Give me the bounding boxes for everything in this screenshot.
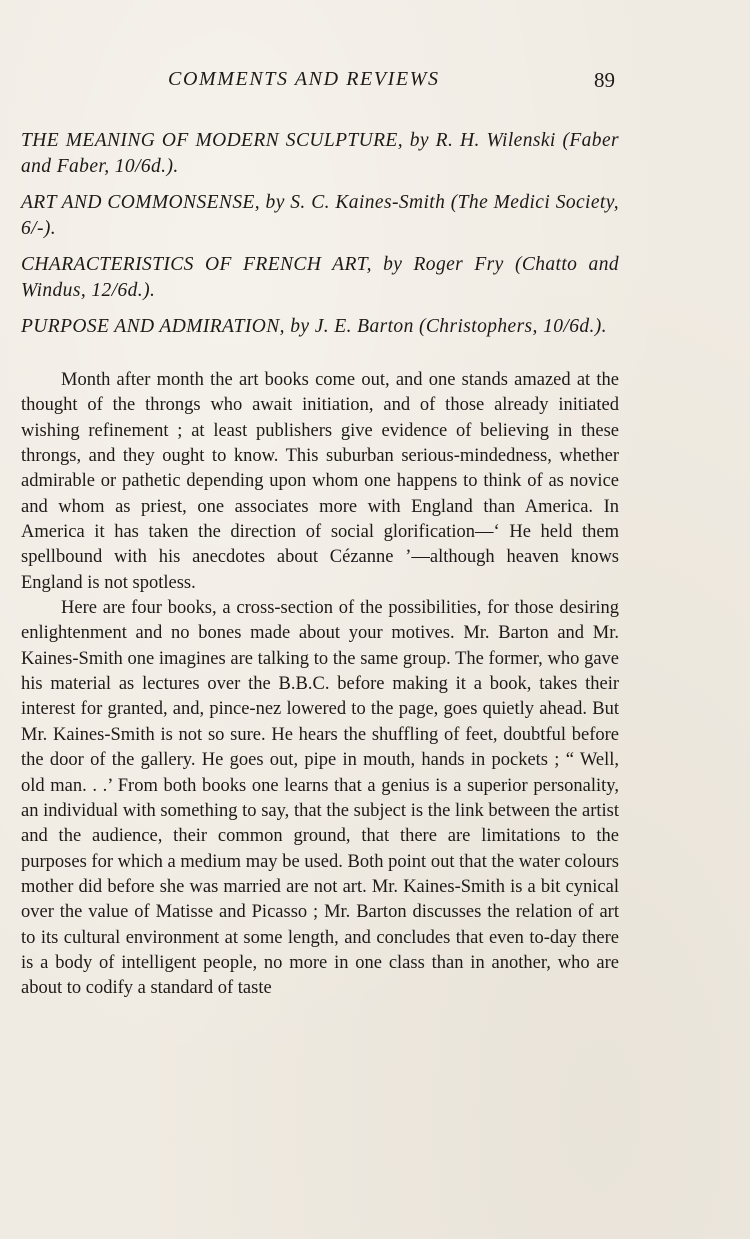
paragraph-1: Month after month the art books come out, and one stands amazed at the thought of the throngs who await initiation, and of those already initiated wishing refinement ; at least publishers give evidence of believing in these throngs, and they ought to know. This suburban serious-mindedness, whether admirable or pathetic depending upon whom one happens to think of as novice and whom as priest, one associates more with England than America. In America it has taken the direction of social glorification—‘ He held them spellbound with his anecdotes about Cézanne ’—although heaven knows England is not spotless. [21, 370, 619, 593]
citation-kaines-smith: ART AND COMMONSENSE, by S. C. Kaines-Smith (The Medici Society, 6/-). [21, 192, 619, 239]
paragraph-2: Here are four books, a cross-section of the possibilities, for those desiring enlightenment and no bones made about your motives. Mr. Barton and Mr. Kaines-Smith one imagines are talking to the same group. The former, who gave his material as lectures over the B.B.C. before making it a book, takes their interest for granted, and, pince-nez lowered to the page, goes quietly ahead. But Mr. Kaines-Smith is not so sure. He hears the shuffling of feet, doubtful before the door of the gallery. He goes out, pipe in mouth, hands in pockets ; “ Well, old man. . .’ From both books one learns that a genius is a superior personality, an individual with something to say, that the subject is the link between the artist and the audience, their common ground, that there are limitations to the purposes for which a medium may be used. Both point out that the water colours mother did before she was married are not art. Mr. Kaines-Smith is a bit cynical over the value of Matisse and Picasso ; Mr. Barton discusses the relation of art to its cultural environment at some length, and concludes that even to-day there is a body of intelligent people, no more in one class than in another, who are about to codify a standard of taste [21, 598, 619, 999]
citation-wilenski: THE MEANING OF MODERN SCULPTURE, by R. H. Wilenski (Faber and Faber, 10/6d.). [21, 130, 619, 177]
running-head [0, 68, 750, 96]
page-number: 89 [594, 68, 615, 92]
review-body [21, 368, 619, 1002]
running-title: COMMENTS AND REVIEWS [168, 68, 440, 90]
citation-barton: PURPOSE AND ADMIRATION, by J. E. Barton (Christophers, 10/6d.). [21, 316, 607, 337]
citation-fry: CHARACTERISTICS OF FRENCH ART, by Roger Fry (Chatto and Windus, 12/6d.). [21, 254, 619, 301]
book-citations [21, 128, 619, 350]
